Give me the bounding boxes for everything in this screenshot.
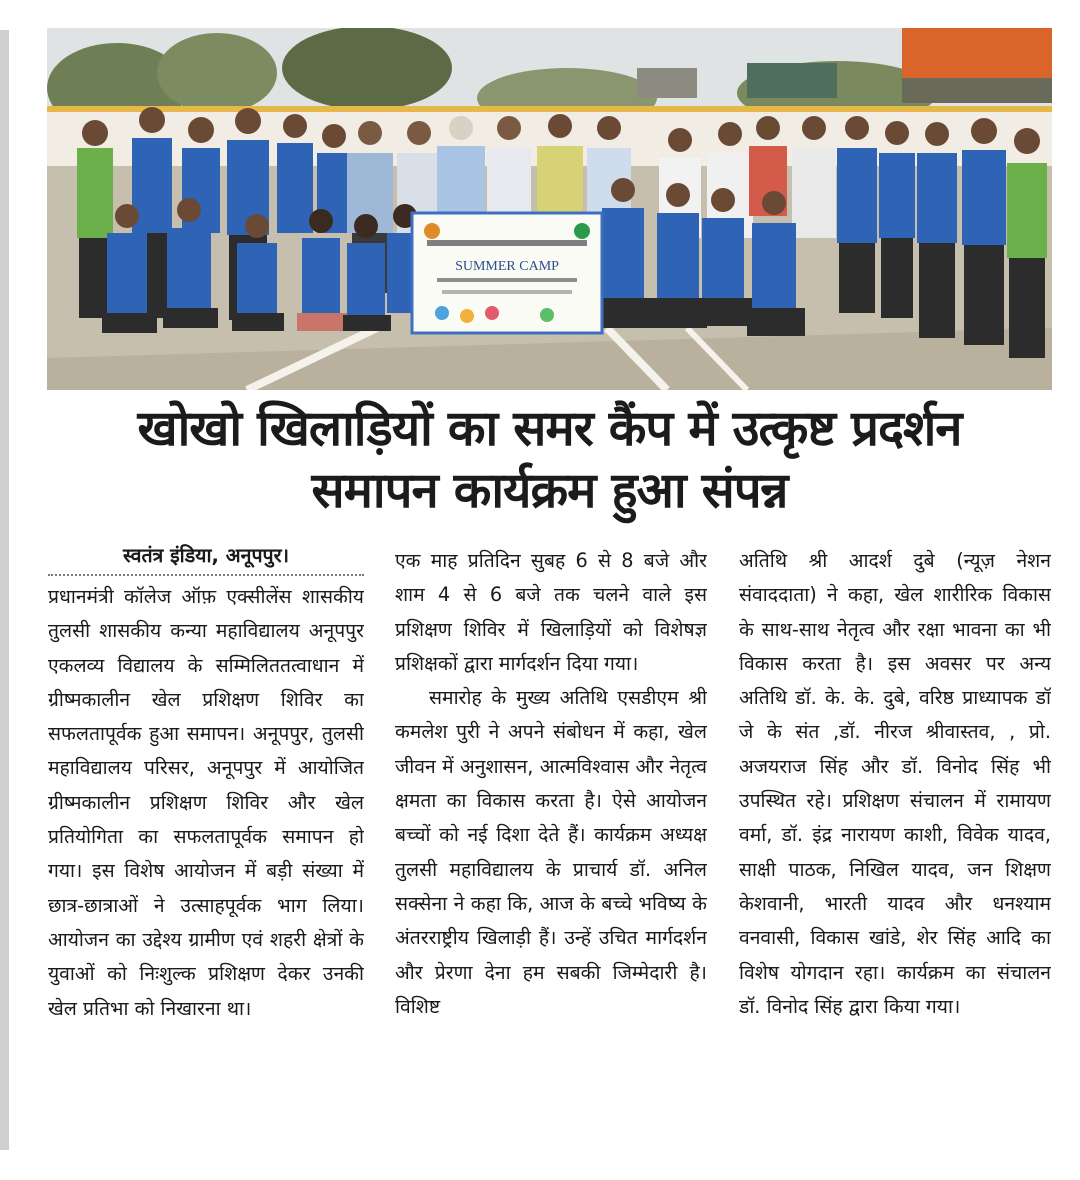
- article-paragraph: अतिथि श्री आदर्श दुबे (न्यूज़ नेशन संवाददाता) ने कहा, खेल शारीरिक विकास के साथ-साथ नेतृत्व और रक्षा भावना का भी विकास करता है। इस अवसर पर अन्य अतिथि डॉ. के. के. दुबे, वरिष्ठ प्राध्यापक डॉ जे के संत ,डॉ. नीरज श्रीवास्तव, , प्रो. अजयराज सिंह और डॉ. विनोद सिंह भी उपस्थित रहे। प्रशिक्षण संचालन में रामायण वर्मा, डॉ. इंद्र नारायण काशी, विवेक यादव, साक्षी पाठक, निखिल यादव, जन शिक्षण केशवानी, भारती यादव और धनश्याम वनवासी, विकास खांडे, शेर सिंह आदि का विशेष योगदान रहा। कार्यक्रम का संचालन डॉ. विनोद सिंह द्वारा किया गया।: [739, 549, 1051, 1018]
- banner-title: SUMMER CAMP: [455, 259, 559, 274]
- group-photo: [47, 28, 1052, 390]
- article-column-3: [739, 544, 1051, 1024]
- page-edge-rule: [0, 30, 9, 1150]
- article-paragraph: एक माह प्रतिदिन सुबह 6 से 8 बजे और शाम 4 से 6 बजे तक चलने वाले इस प्रशिक्षण शिविर में खिलाड़ियों को विशेषज्ञ प्रशिक्षकों द्वारा मार्गदर्शन दिया गया।: [395, 549, 707, 675]
- article-column-1: [48, 540, 364, 1026]
- group-photo-illustration: [47, 28, 1052, 390]
- dateline: स्वतंत्र इंडिया, अनूपपुर।: [48, 540, 364, 576]
- article-paragraph: प्रधानमंत्री कॉलेज ऑफ़ एक्सीलेंस शासकीय तुलसी शासकीय कन्या महाविद्यालय अनूपपुर एकलव्य विद्यालय के सम्मिलिततत्वाधान में ग्रीष्मकालीन खेल प्रशिक्षण शिविर का सफलतापूर्वक हुआ समापन। अनूपपुर, तुलसी महाविद्यालय परिसर, अनूपपुर में आयोजित ग्रीष्मकालीन प्रशिक्षण शिविर और खेल प्रतियोगिता का सफलतापूर्वक समापन हो गया। इस विशेष आयोजन में बड़ी संख्या में छात्र-छात्राओं ने उत्साहपूर्वक भाग लिया। आयोजन का उद्देश्य ग्रामीण एवं शहरी क्षेत्रों के युवाओं को निःशुल्क प्रशिक्षण देकर उनकी खेल प्रतिभा को निखारना था।: [48, 585, 364, 1020]
- headline: [47, 398, 1052, 522]
- article-column-2: [395, 544, 707, 1024]
- headline-line-1: खोखो खिलाड़ियों का समर कैंप में उत्कृष्ट प्रदर्शन: [137, 400, 962, 457]
- headline-line-2: समापन कार्यक्रम हुआ संपन्न: [311, 462, 788, 519]
- article-paragraph: समारोह के मुख्य अतिथि एसडीएम श्री कमलेश पुरी ने अपने संबोधन में कहा, खेल जीवन में अनुशासन, आत्मविश्वास और नेतृत्व क्षमता का विकास करता है। ऐसे आयोजन बच्चों को नई दिशा देते हैं। कार्यक्रम अध्यक्ष तुलसी महाविद्यालय के प्राचार्य डॉ. अनिल सक्सेना ने कहा कि, आज के बच्चे भविष्य के अंतरराष्ट्रीय खिलाड़ी हैं। उन्हें उचित मार्गदर्शन और प्रेरणा देना हम सबकी जिम्मेदारी है। विशिष्ट: [395, 686, 707, 1018]
